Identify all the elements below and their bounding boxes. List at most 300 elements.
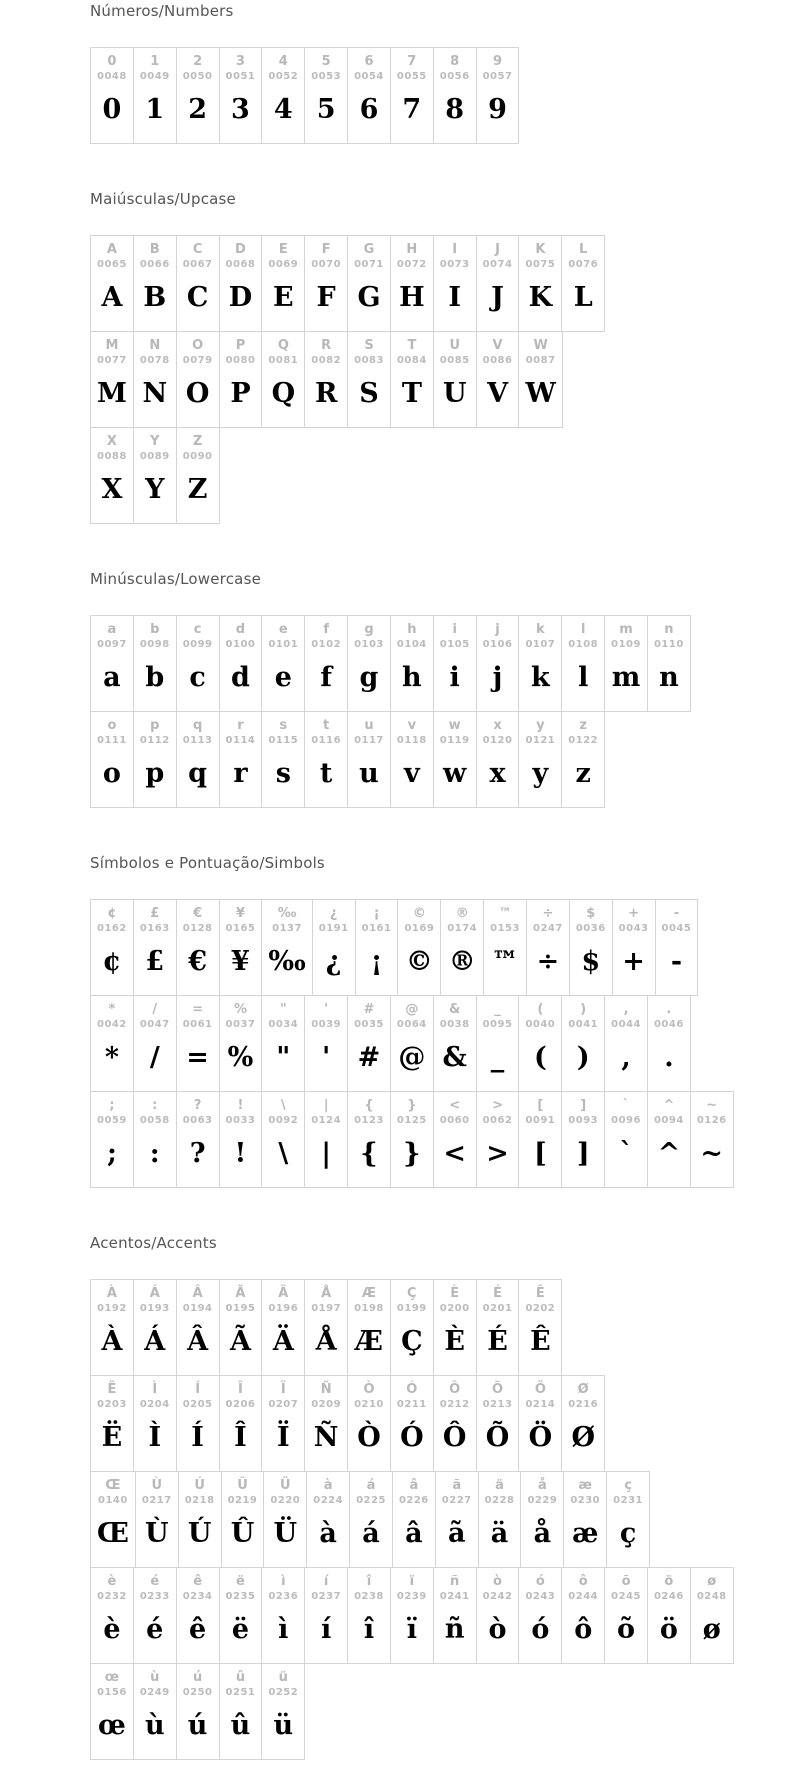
char-cell (305, 1280, 348, 1375)
section-rows (90, 235, 780, 524)
char-reference: Ø (577, 1382, 589, 1397)
char-glyph: w (443, 757, 467, 789)
char-glyph: ÷ (536, 945, 560, 977)
char-cell (391, 1280, 434, 1375)
char-cell (134, 332, 177, 427)
char-reference: 8 (450, 54, 460, 69)
char-code: 0069 (268, 259, 299, 270)
char-reference: è (107, 1574, 117, 1589)
char-cell (136, 1472, 179, 1567)
char-cell (91, 616, 134, 711)
content (90, 2, 780, 1760)
char-code: 0250 (182, 1687, 213, 1698)
char-glyph: n (659, 661, 679, 693)
char-cell (91, 332, 134, 427)
char-code: 0234 (182, 1591, 213, 1602)
char-code: 0081 (268, 355, 299, 366)
char-cell (222, 1472, 265, 1567)
char-cell (179, 1472, 222, 1567)
char-cell (519, 616, 562, 711)
char-cell (305, 1092, 348, 1187)
char-glyph: V (487, 377, 509, 409)
char-code: 0035 (354, 1019, 384, 1030)
char-glyph: j (492, 661, 503, 693)
char-glyph: ? (189, 1137, 206, 1169)
char-code: 0044 (611, 1019, 641, 1030)
char-code: 0058 (139, 1115, 170, 1126)
char-code: 0210 (354, 1399, 384, 1410)
char-cell (313, 900, 356, 995)
section-rows (90, 615, 780, 808)
char-cell (220, 332, 263, 427)
char-code: 0163 (139, 923, 170, 934)
char-code: 0116 (311, 735, 342, 746)
char-code: 0119 (439, 735, 470, 746)
char-cell (262, 332, 305, 427)
char-reference: ä (495, 1478, 504, 1493)
char-reference: î (366, 1574, 372, 1589)
char-reference: á (366, 1478, 376, 1493)
char-reference: ñ (450, 1574, 460, 1589)
char-reference: " (279, 1002, 287, 1017)
char-glyph: 3 (231, 93, 250, 125)
char-cell (134, 900, 177, 995)
char-glyph: , (621, 1041, 631, 1073)
char-code: 0049 (139, 71, 170, 82)
char-reference: \ (280, 1098, 286, 1113)
char-code: 0227 (441, 1495, 472, 1506)
char-reference: V (492, 338, 503, 353)
char-reference: û (235, 1670, 246, 1685)
char-glyph: ë (231, 1613, 250, 1645)
char-cell (134, 48, 177, 143)
char-glyph: Å (315, 1325, 337, 1357)
char-cell (91, 1664, 134, 1759)
char-glyph: C (186, 281, 209, 313)
char-cell (605, 616, 648, 711)
char-cell (348, 332, 391, 427)
char-cell (134, 1376, 177, 1471)
char-reference: x (493, 718, 502, 733)
char-code: 0095 (482, 1019, 513, 1030)
char-code: 0232 (97, 1591, 127, 1602)
char-glyph: Ë (101, 1421, 123, 1453)
char-reference: . (666, 1002, 672, 1017)
char-cell (91, 1092, 134, 1187)
char-reference: m (619, 622, 633, 637)
char-cell (91, 1280, 134, 1375)
char-cell (477, 236, 520, 331)
char-reference: Ú (194, 1478, 205, 1493)
char-cell (605, 996, 648, 1091)
char-cell (91, 996, 134, 1091)
char-glyph: z (575, 757, 591, 789)
char-cell (519, 1092, 562, 1187)
char-glyph: Ñ (313, 1421, 339, 1453)
char-code: 0212 (439, 1399, 470, 1410)
char-reference: Ì (152, 1382, 158, 1397)
char-cell (220, 236, 263, 331)
char-glyph: 2 (188, 93, 207, 125)
char-reference: Ã (235, 1286, 246, 1301)
char-glyph: U (442, 377, 467, 409)
char-glyph: È (444, 1325, 465, 1357)
char-cell (134, 236, 177, 331)
char-glyph: 6 (359, 93, 379, 125)
char-code: 0061 (182, 1019, 213, 1030)
char-reference: Ò (363, 1382, 375, 1397)
char-code: 0073 (439, 259, 470, 270)
char-cell (519, 1280, 562, 1375)
char-row (90, 615, 691, 712)
char-reference: ¢ (107, 906, 117, 921)
char-row (90, 47, 519, 144)
char-glyph: ç (619, 1517, 637, 1549)
char-cell (656, 900, 699, 995)
char-glyph: Ì (148, 1421, 162, 1453)
char-cell (177, 236, 220, 331)
char-reference: l (580, 622, 586, 637)
char-glyph: Î (234, 1421, 247, 1453)
char-cell (441, 900, 484, 995)
char-code: 0072 (396, 259, 427, 270)
char-glyph: N (142, 377, 168, 409)
char-cell (648, 996, 691, 1091)
char-glyph: E (273, 281, 294, 313)
char-cell (356, 900, 399, 995)
char-cell (434, 616, 477, 711)
char-reference: s (279, 718, 288, 733)
char-code: 0204 (139, 1399, 170, 1410)
char-code: 0090 (182, 451, 213, 462)
char-row (90, 711, 605, 808)
char-reference: # (363, 1002, 375, 1017)
char-glyph: > (486, 1137, 509, 1169)
char-reference: 9 (492, 54, 503, 69)
char-cell (220, 1280, 263, 1375)
char-cell (434, 1376, 477, 1471)
char-glyph: £ (145, 945, 165, 977)
char-reference: h (407, 622, 417, 637)
char-cell (519, 712, 562, 807)
char-cell (477, 712, 520, 807)
char-glyph: S (359, 377, 379, 409)
char-row (90, 1471, 650, 1568)
char-reference: ! (237, 1098, 244, 1113)
char-glyph: - (670, 945, 683, 977)
section-title: Maiúsculas/Upcase (90, 190, 236, 208)
char-code: 0243 (525, 1591, 556, 1602)
char-cell (305, 1568, 348, 1663)
char-glyph: è (103, 1613, 121, 1645)
char-reference: / (152, 1002, 158, 1017)
char-glyph: \ (278, 1137, 289, 1169)
char-glyph: Q (271, 377, 296, 409)
char-glyph: f (320, 661, 332, 693)
char-cell (177, 332, 220, 427)
char-cell (177, 48, 220, 143)
char-code: 0109 (611, 639, 641, 650)
char-reference: ë (236, 1574, 245, 1589)
char-code: 0105 (439, 639, 470, 650)
char-reference: 4 (278, 54, 288, 69)
char-cell (134, 996, 177, 1091)
char-reference: ç (624, 1478, 632, 1493)
char-cell (648, 1092, 691, 1187)
char-cell (177, 1568, 220, 1663)
char-glyph: s (275, 757, 291, 789)
char-cell (691, 1568, 734, 1663)
char-glyph: í (321, 1613, 332, 1645)
char-code: 0241 (439, 1591, 470, 1602)
char-cell (562, 1092, 605, 1187)
char-reference: ' (324, 1002, 329, 1017)
section-lowercase (90, 570, 780, 808)
char-glyph: } (403, 1137, 421, 1169)
char-cell (519, 996, 562, 1091)
char-code: 0091 (525, 1115, 556, 1126)
char-cell (648, 1568, 691, 1663)
char-code: 0200 (439, 1303, 470, 1314)
char-cell (434, 236, 477, 331)
char-glyph: € (188, 945, 207, 977)
char-cell (562, 1376, 605, 1471)
char-cell (262, 48, 305, 143)
char-cell (134, 616, 177, 711)
char-reference: ~ (706, 1098, 718, 1113)
section-numbers (90, 2, 780, 144)
char-code: 0169 (404, 923, 435, 934)
char-glyph: ö (659, 1613, 678, 1645)
char-cell (434, 332, 477, 427)
char-reference: ¿ (329, 906, 338, 921)
char-code: 0193 (139, 1303, 170, 1314)
char-glyph: œ (98, 1709, 126, 1741)
char-code: 0196 (268, 1303, 299, 1314)
char-cell (348, 1568, 391, 1663)
char-code: 0207 (268, 1399, 299, 1410)
char-glyph: [ (533, 1137, 547, 1169)
char-code: 0070 (311, 259, 342, 270)
char-glyph: * (104, 1041, 119, 1073)
char-reference: P (235, 338, 246, 353)
char-code: 0239 (396, 1591, 427, 1602)
section-rows (90, 899, 780, 1188)
char-reference: w (448, 718, 461, 733)
char-code: 0060 (439, 1115, 470, 1126)
char-cell (262, 996, 305, 1091)
char-reference: ) (580, 1002, 587, 1017)
char-cell (220, 616, 263, 711)
char-glyph: Ã (229, 1325, 251, 1357)
char-code: 0237 (311, 1591, 342, 1602)
char-glyph: _ (490, 1041, 505, 1073)
char-code: 0083 (354, 355, 384, 366)
char-glyph: q (188, 757, 208, 789)
section-title: Minúsculas/Lowercase (90, 570, 262, 588)
char-code: 0120 (482, 735, 513, 746)
char-glyph: î (363, 1613, 375, 1645)
char-glyph: Ù (145, 1517, 169, 1549)
char-code: 0104 (396, 639, 427, 650)
char-glyph: J (491, 281, 504, 313)
char-reference: O (192, 338, 204, 353)
char-glyph: ~ (700, 1137, 724, 1169)
char-code: 0036 (575, 923, 606, 934)
char-reference: Ç (407, 1286, 417, 1301)
char-glyph: ã (447, 1517, 466, 1549)
char-code: 0033 (225, 1115, 256, 1126)
char-reference: { (364, 1098, 374, 1113)
char-row (90, 1279, 562, 1376)
char-code: 0174 (447, 923, 478, 934)
char-reference: ® (455, 906, 469, 921)
char-cell (262, 712, 305, 807)
char-cell (391, 1092, 434, 1187)
char-code: 0224 (313, 1495, 344, 1506)
char-cell (391, 236, 434, 331)
char-glyph: 4 (273, 93, 293, 125)
char-reference: M (105, 338, 119, 353)
char-cell (91, 428, 134, 523)
char-cell (91, 900, 134, 995)
char-cell (391, 996, 434, 1091)
char-glyph: ä (490, 1517, 509, 1549)
char-code: 0252 (268, 1687, 299, 1698)
char-reference: $ (586, 906, 596, 921)
char-glyph: ; (106, 1137, 117, 1169)
char-code: 0075 (525, 259, 556, 270)
char-glyph: ì (278, 1613, 289, 1645)
char-glyph: b (145, 661, 165, 693)
char-cell (91, 1376, 134, 1471)
char-glyph: : (149, 1137, 160, 1169)
char-code: 0206 (225, 1399, 256, 1410)
section-accents (90, 1234, 780, 1760)
char-cell (691, 1092, 734, 1187)
char-glyph: 0 (102, 93, 122, 125)
char-code: 0053 (311, 71, 342, 82)
char-row (90, 331, 563, 428)
char-cell (220, 1092, 263, 1187)
section-title: Acentos/Accents (90, 1234, 217, 1252)
char-glyph: ô (574, 1613, 593, 1645)
char-cell (519, 332, 562, 427)
char-reference: Ë (107, 1382, 117, 1397)
char-reference: b (150, 622, 160, 637)
char-reference: X (106, 434, 117, 449)
char-cell (562, 616, 605, 711)
char-code: 0086 (482, 355, 513, 366)
char-row (90, 1375, 605, 1472)
char-code: 0038 (439, 1019, 470, 1030)
char-code: 0156 (97, 1687, 127, 1698)
char-reference: j (495, 622, 500, 637)
char-cell (434, 712, 477, 807)
char-cell (262, 236, 305, 331)
char-code: 0082 (311, 355, 342, 366)
char-cell (220, 996, 263, 1091)
char-glyph: ! (234, 1137, 247, 1169)
char-code: 0041 (568, 1019, 599, 1030)
char-code: 0235 (225, 1591, 256, 1602)
char-glyph: Ô (442, 1421, 467, 1453)
char-code: 0118 (396, 735, 427, 746)
char-code: 0077 (97, 355, 127, 366)
char-cell (220, 48, 263, 143)
char-code: 0217 (141, 1495, 172, 1506)
char-glyph: © (405, 945, 433, 977)
character-map-page (90, 2, 780, 1760)
char-code: 0107 (525, 639, 556, 650)
char-cell (134, 1280, 177, 1375)
char-code: 0054 (354, 71, 384, 82)
char-code: 0195 (225, 1303, 256, 1314)
char-glyph: e (274, 661, 292, 693)
char-glyph: A (101, 281, 123, 313)
char-glyph: { (360, 1137, 378, 1169)
char-reference: @ (405, 1002, 419, 1017)
char-reference: ï (409, 1574, 415, 1589)
char-code: 0088 (97, 451, 127, 462)
char-reference: Í (195, 1382, 201, 1397)
char-code: 0080 (225, 355, 256, 366)
char-glyph: c (189, 661, 206, 693)
char-cell (91, 1472, 136, 1567)
char-cell (348, 1092, 391, 1187)
char-cell (91, 1568, 134, 1663)
char-glyph: r (233, 757, 248, 789)
char-glyph: ® (448, 945, 476, 977)
char-reference: - (673, 906, 680, 921)
char-reference: L (579, 242, 588, 257)
char-glyph: ^ (657, 1137, 681, 1169)
char-code: 0123 (354, 1115, 384, 1126)
char-reference: Ñ (320, 1382, 332, 1397)
char-reference: = (192, 1002, 204, 1017)
char-cell (391, 616, 434, 711)
char-reference: H (406, 242, 418, 257)
char-glyph: á (362, 1517, 380, 1549)
char-reference: Æ (361, 1286, 377, 1301)
char-reference: g (364, 622, 374, 637)
char-cell (434, 48, 477, 143)
char-reference: p (150, 718, 160, 733)
char-glyph: W (525, 377, 556, 409)
char-reference: ] (580, 1098, 587, 1113)
char-code: 0230 (570, 1495, 601, 1506)
char-glyph: a (103, 661, 121, 693)
char-glyph: à (319, 1517, 337, 1549)
char-code: 0106 (482, 639, 513, 650)
char-glyph: ù (144, 1709, 165, 1741)
char-code: 0059 (97, 1115, 127, 1126)
char-cell (393, 1472, 436, 1567)
char-code: 0099 (182, 639, 213, 650)
char-glyph: G (357, 281, 381, 313)
char-code: 0067 (182, 259, 213, 270)
char-reference: Õ (491, 1382, 504, 1397)
char-code: 0089 (139, 451, 170, 462)
char-glyph: ‰ (268, 945, 306, 977)
char-reference: ? (193, 1098, 202, 1113)
char-code: 0226 (398, 1495, 429, 1506)
char-code: 0065 (97, 259, 127, 270)
char-row (90, 1663, 305, 1760)
char-code: 0108 (568, 639, 599, 650)
char-cell (348, 712, 391, 807)
char-glyph: ] (576, 1137, 590, 1169)
